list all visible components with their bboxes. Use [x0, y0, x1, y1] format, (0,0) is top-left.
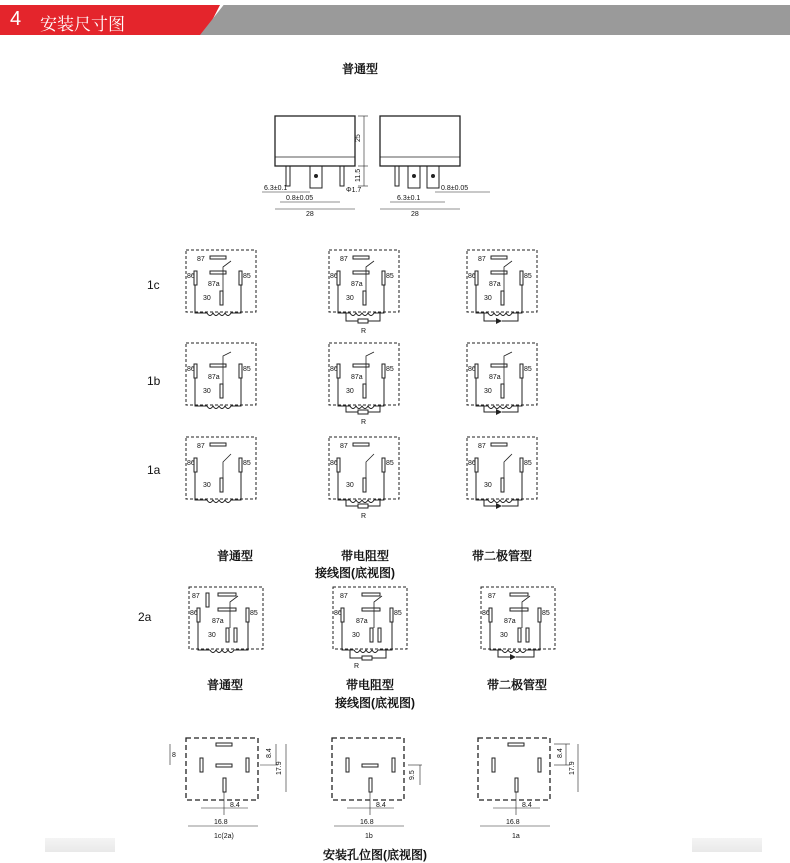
dim-pin-width: 6.3±0.1 [264, 185, 288, 192]
svg-text:1c(2a): 1c(2a) [214, 833, 234, 840]
svg-text:30: 30 [346, 482, 354, 489]
svg-text:16.8: 16.8 [214, 819, 228, 826]
column-label-resistor: 带电阻型 [340, 549, 389, 563]
svg-text:87: 87 [340, 593, 348, 600]
side-width: 28 [411, 211, 419, 218]
svg-text:8.4: 8.4 [557, 748, 564, 758]
row-label-1b: 1b [147, 374, 161, 388]
wiring-2a-resistor [330, 584, 412, 670]
wiring-1c-resistor [326, 247, 406, 337]
svg-text:86: 86 [482, 610, 490, 617]
wiring-1c-diode [464, 247, 544, 329]
dim-pin-thickness: 0.8±0.05 [286, 195, 314, 202]
footprint-1b [318, 730, 438, 842]
svg-text:85: 85 [243, 273, 251, 280]
svg-text:85: 85 [524, 366, 532, 373]
svg-text:85: 85 [243, 366, 251, 373]
side-pin-thickness: 0.8±0.05 [441, 185, 469, 192]
svg-text:87: 87 [340, 443, 348, 450]
svg-text:R: R [361, 419, 367, 426]
section-number: 4 [10, 8, 22, 30]
svg-text:8.4: 8.4 [522, 802, 532, 809]
svg-text:30: 30 [346, 295, 354, 302]
svg-text:30: 30 [484, 388, 492, 395]
wiring-1b-standard [183, 340, 263, 412]
svg-text:30: 30 [208, 632, 216, 639]
svg-text:30: 30 [500, 632, 508, 639]
wiring-1c-standard [183, 247, 263, 329]
svg-text:87a: 87a [356, 618, 368, 625]
svg-text:87a: 87a [504, 618, 516, 625]
row-label-2a: 2a [138, 610, 152, 624]
svg-text:87: 87 [197, 256, 205, 263]
dim-height: 25 [355, 134, 362, 142]
svg-text:86: 86 [187, 366, 195, 373]
wiring-1a-diode [464, 434, 544, 514]
svg-text:16.8: 16.8 [360, 819, 374, 826]
svg-text:17.9: 17.9 [569, 761, 576, 775]
svg-text:86: 86 [468, 366, 476, 373]
row-label-1c: 1c [147, 278, 160, 292]
svg-text:17.9: 17.9 [276, 761, 283, 775]
svg-text:87: 87 [192, 593, 200, 600]
svg-text:8.4: 8.4 [230, 802, 240, 809]
svg-text:30: 30 [203, 482, 211, 489]
svg-text:86: 86 [330, 460, 338, 467]
front-view-drawing [260, 112, 390, 217]
svg-text:85: 85 [250, 610, 258, 617]
column-label-diode: 带二极管型 [471, 549, 532, 563]
svg-text:87: 87 [478, 256, 486, 263]
dim-hole: Φ1.7 [346, 187, 362, 194]
relay-body [275, 116, 355, 166]
svg-text:87a: 87a [489, 374, 501, 381]
relay-side-body [380, 116, 460, 166]
svg-text:1b: 1b [365, 833, 373, 840]
svg-text:R: R [361, 513, 367, 520]
svg-text:85: 85 [524, 460, 532, 467]
wiring-1b-diode [464, 340, 544, 420]
svg-text:87a: 87a [351, 374, 363, 381]
svg-text:86: 86 [468, 460, 476, 467]
svg-text:30: 30 [203, 388, 211, 395]
svg-text:85: 85 [394, 610, 402, 617]
svg-text:8: 8 [172, 752, 176, 759]
wiring-2a-standard [186, 584, 268, 662]
svg-text:87: 87 [478, 443, 486, 450]
svg-text:85: 85 [386, 273, 394, 280]
svg-text:85: 85 [386, 460, 394, 467]
column-label-2a-resistor: 带电阻型 [345, 678, 394, 692]
svg-text:86: 86 [190, 610, 198, 617]
svg-text:16.8: 16.8 [506, 819, 520, 826]
bottom-fade-right [692, 838, 762, 852]
wiring-1a-resistor [326, 434, 406, 520]
svg-text:1a: 1a [512, 833, 520, 840]
svg-text:87a: 87a [208, 374, 220, 381]
dimension-title: 普通型 [341, 62, 378, 76]
bottom-fade-left [45, 838, 115, 852]
banner-bar [200, 5, 790, 35]
dim-width: 28 [306, 211, 314, 218]
wiring-2a-caption: 接线图(底视图) [335, 696, 415, 710]
svg-text:30: 30 [203, 295, 211, 302]
row-label-1a: 1a [147, 463, 161, 477]
svg-text:87: 87 [340, 256, 348, 263]
svg-text:85: 85 [243, 460, 251, 467]
svg-text:8.4: 8.4 [376, 802, 386, 809]
svg-text:86: 86 [187, 460, 195, 467]
svg-text:30: 30 [484, 482, 492, 489]
footprint-1c2a [168, 730, 298, 842]
side-view-drawing [375, 112, 495, 217]
svg-text:9.5: 9.5 [409, 770, 416, 780]
svg-text:87a: 87a [208, 281, 220, 288]
svg-text:85: 85 [386, 366, 394, 373]
side-pin-width: 6.3±0.1 [397, 195, 421, 202]
mounting-caption: 安装孔位图(底视图) [323, 848, 427, 862]
wiring-2a-diode [478, 584, 560, 664]
svg-text:R: R [354, 663, 360, 670]
section-title: 安装尺寸图 [40, 15, 125, 34]
column-label-2a-standard: 普通型 [206, 678, 243, 692]
svg-text:86: 86 [330, 366, 338, 373]
svg-text:86: 86 [187, 273, 195, 280]
svg-text:87: 87 [488, 593, 496, 600]
svg-text:R: R [361, 328, 367, 335]
svg-text:8.4: 8.4 [266, 748, 273, 758]
svg-text:87: 87 [197, 443, 205, 450]
svg-text:30: 30 [484, 295, 492, 302]
svg-text:87a: 87a [489, 281, 501, 288]
column-label-standard: 普通型 [216, 549, 253, 563]
wiring-1b-resistor [326, 340, 406, 426]
svg-text:86: 86 [334, 610, 342, 617]
svg-text:87a: 87a [351, 281, 363, 288]
svg-text:30: 30 [346, 388, 354, 395]
wiring-1a-standard [183, 434, 263, 506]
column-label-2a-diode: 带二极管型 [486, 678, 547, 692]
svg-text:30: 30 [352, 632, 360, 639]
svg-text:86: 86 [468, 273, 476, 280]
svg-text:86: 86 [330, 273, 338, 280]
svg-text:85: 85 [542, 610, 550, 617]
svg-text:85: 85 [524, 273, 532, 280]
section-banner [0, 0, 790, 38]
dim-pin-length: 11.5 [355, 168, 362, 182]
wiring-caption: 接线图(底视图) [315, 566, 395, 580]
svg-text:87a: 87a [212, 618, 224, 625]
footprint-1a [470, 730, 590, 842]
